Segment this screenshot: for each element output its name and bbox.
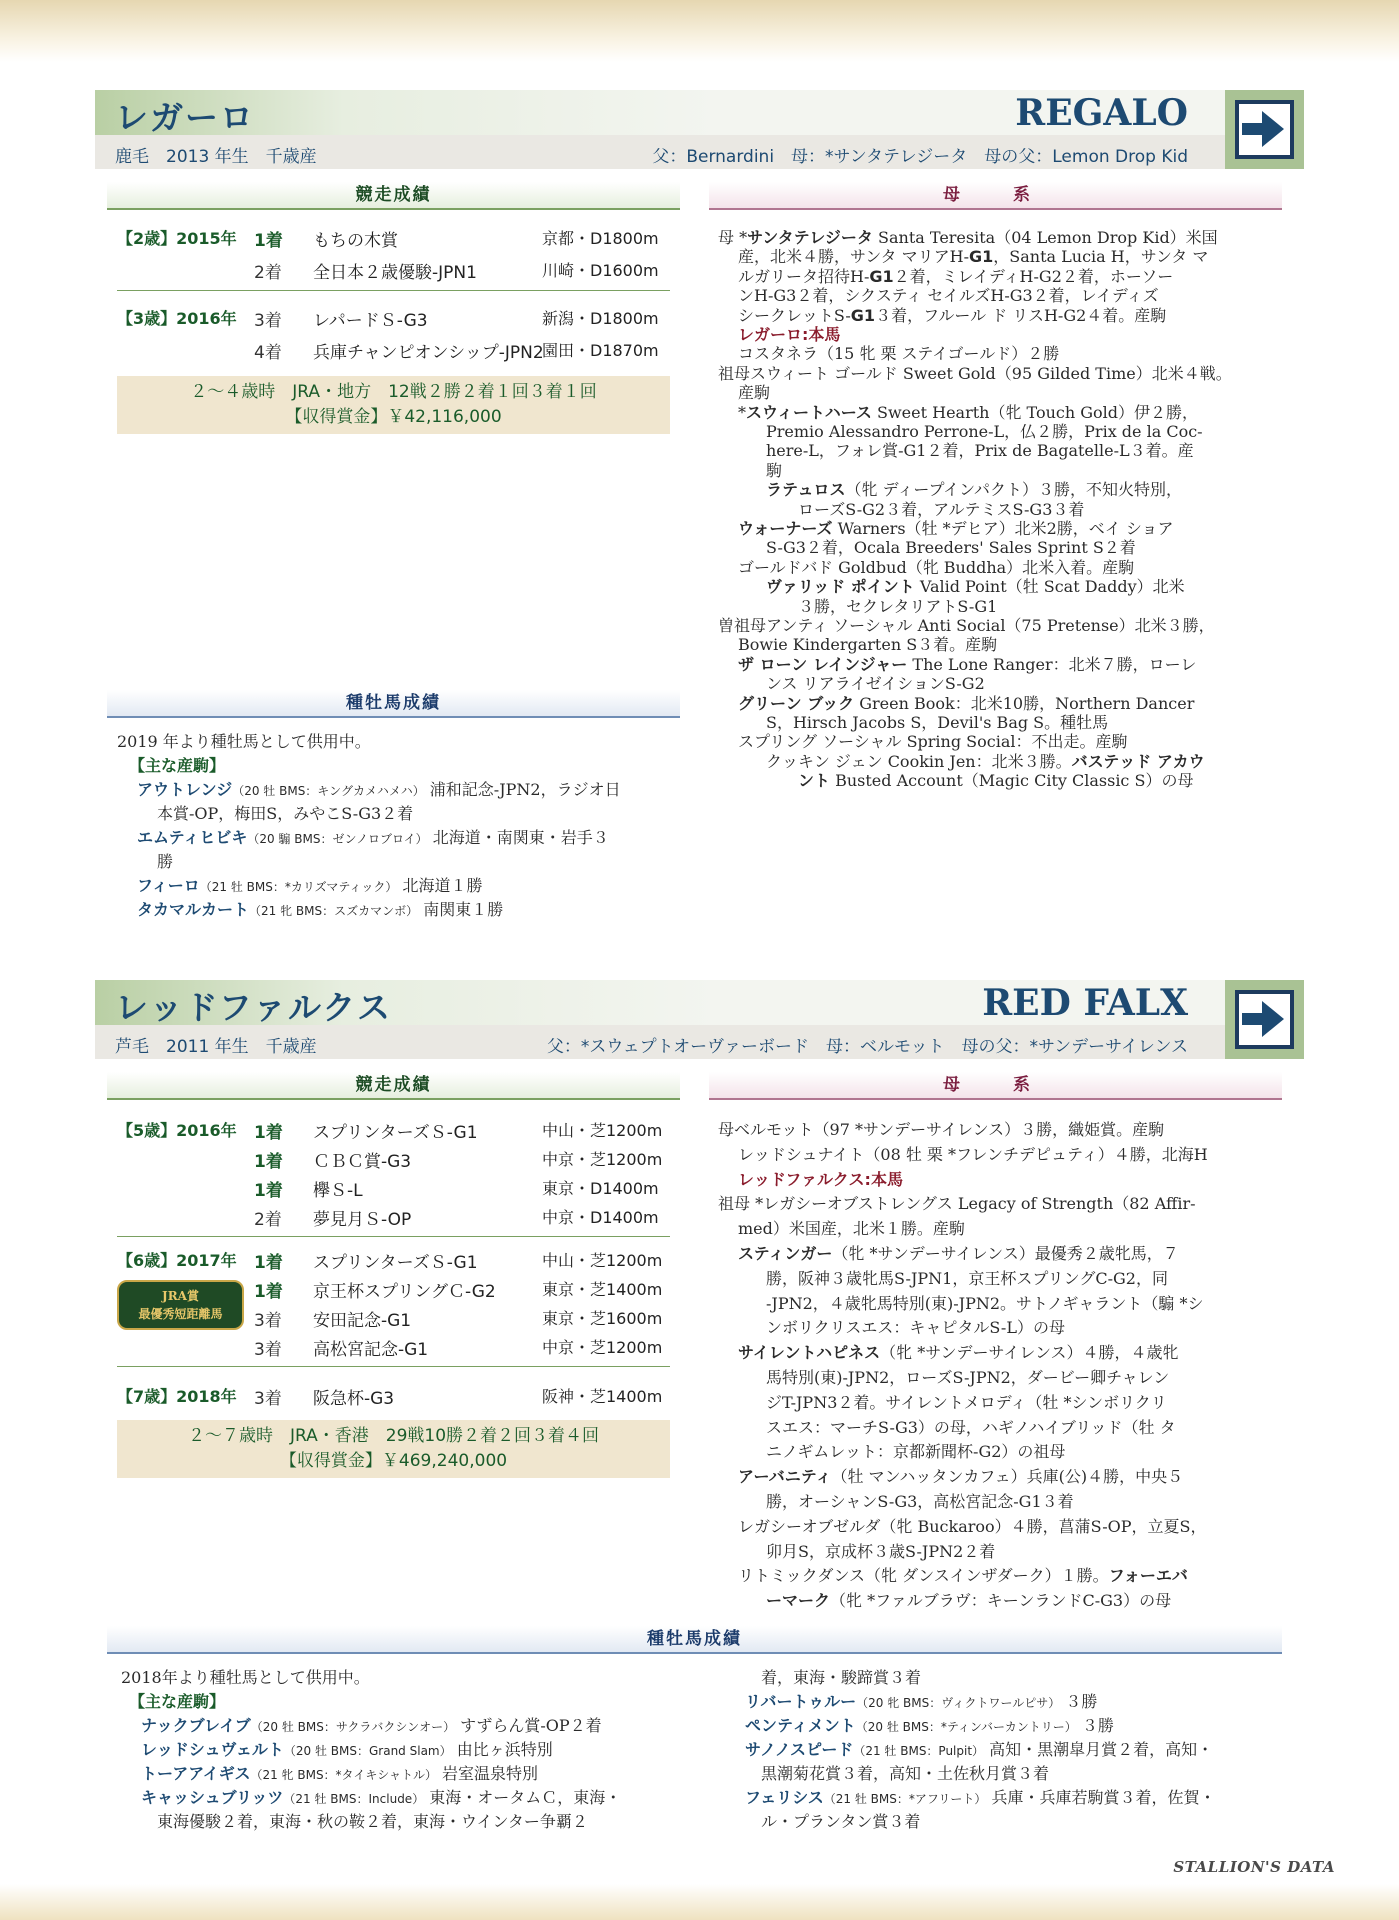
- body-text: 祖母 *レガシーオブストレングス Legacy of Strength（82 Affir-: [718, 1194, 1196, 1214]
- emphasis-text: G1: [969, 247, 994, 267]
- race-row: 【7歳】2018年 3着 阪急杯-G3 阪神・芝1400m: [117, 1387, 663, 1409]
- race-row: 2着 全日本２歳優駿-JPN1 川崎・D1600m: [254, 261, 659, 283]
- progeny-result: 北海道１勝: [397, 876, 483, 895]
- text-line: [718, 1118, 1164, 1142]
- progeny-name: エムティヒビキ: [137, 828, 248, 847]
- race-row: 3着 安田記念-G1 東京・芝1600m: [254, 1309, 663, 1331]
- progeny-name: ナックブレイブ: [141, 1716, 251, 1735]
- body-text: ンス リアライゼイションS-G2: [766, 674, 985, 694]
- body-text: S，Hirsch Jacobs S，Devil's Bag S。種牡馬: [766, 713, 1109, 732]
- progeny-bms: （20 牝 BMS：ヴィクトワールピサ）: [856, 1696, 1061, 1710]
- stud-record-text: [117, 730, 677, 920]
- progeny-bms: （21 牝 BMS：*タイキシャトル）: [250, 1768, 437, 1782]
- body-text: （牝 *サンデーサイレンス）４勝，４歳牝: [880, 1343, 1179, 1363]
- progeny-result: 岩室温泉特別: [436, 1764, 539, 1783]
- body-text: ３勝，セクレタリアトS-G1: [798, 596, 998, 616]
- progeny-line: [157, 850, 173, 875]
- divider: [117, 1366, 670, 1367]
- progeny-result: 由比ヶ浜特別: [451, 1740, 553, 1759]
- body-text: med）米国産，北米１勝。産駒: [738, 1219, 965, 1239]
- progeny-bms: （21 牡 BMS：*カリズマティック）: [199, 880, 398, 894]
- emphasis-text: G1: [869, 266, 894, 286]
- body-text: （牝 ディープインパクト）３勝，不知火特別，: [845, 480, 1182, 500]
- text-line: [766, 1267, 1168, 1291]
- body-text: Green Book：北米10勝，Northern Dancer: [854, 693, 1195, 713]
- progeny-bms: （20 騸 BMS：ゼンノロブロイ）: [247, 832, 428, 846]
- horse-name-en: REGALO: [1015, 92, 1188, 134]
- body-text: （牝 *ファルブラヴ：キーンランドC-G3）の母: [830, 1591, 1172, 1611]
- progeny-result: 東海優駿２着，東海・秋の鞍２着，東海・ウインター争覇２: [157, 1812, 588, 1831]
- progeny-line: [745, 1714, 1114, 1739]
- badge-award: 最優秀短距離馬: [138, 1307, 223, 1321]
- progeny-line: [141, 1714, 602, 1739]
- progeny-result: 東海・オータムＣ，東海・: [424, 1788, 622, 1807]
- emphasis-text: グリーン ブック: [738, 693, 855, 713]
- text-line: [766, 1589, 1171, 1613]
- badge-title: JRA賞: [162, 1289, 199, 1303]
- summary-earnings: 【収得賞金】￥469,240,000: [279, 1451, 508, 1471]
- body-text: ３着，フルール ド リスH-G2４着。産駒: [875, 305, 1167, 325]
- body-text: 駒: [766, 460, 783, 480]
- body-text: Premio Alessandro Perrone-L，仏２勝，Prix de la Coc-: [766, 422, 1203, 441]
- arrow-right-icon: [1234, 989, 1295, 1050]
- progeny-result: 着，東海・駿蹄賞３着: [761, 1668, 922, 1687]
- text-line: [738, 1515, 1206, 1539]
- progeny-name: フィーロ: [137, 876, 200, 895]
- progeny-bms: （21 牡 BMS：Pulpit）: [853, 1744, 985, 1758]
- body-text: レッドシュナイト（08 牡 栗 *フレンチデピュティ）４勝，北海H: [738, 1144, 1208, 1164]
- text-line: [738, 1168, 903, 1192]
- emphasis-text: G1: [850, 305, 876, 325]
- summary-record: ２～４歳時 JRA・地方 12戦２勝２着１回３着１回: [190, 382, 597, 402]
- body-text: 勝，阪神３歳牝馬S-JPN1，京王杯スプリングC-G2，同: [766, 1268, 1168, 1288]
- horse-header: [95, 90, 1225, 169]
- stud-progeny-heading: 【主な産駒】: [129, 756, 226, 775]
- progeny-bms: （21 牝 BMS：スズカマンボ）: [249, 904, 419, 918]
- progeny-result: 高知・黒潮皐月賞２着，高知・: [984, 1740, 1214, 1759]
- horse-meta: 鹿毛 2013 年生 千歳産: [115, 147, 317, 167]
- progeny-result: ３勝: [1060, 1692, 1098, 1711]
- body-text: ，Santa Lucia H，サンタ マ: [993, 247, 1209, 267]
- race-summary: [117, 1420, 670, 1478]
- arrow-right-icon: [1234, 99, 1295, 160]
- emphasis-text: ラテュロス: [766, 480, 846, 500]
- body-text: 産駒: [738, 383, 771, 403]
- progeny-bms: （21 牡 BMS：Include）: [283, 1792, 425, 1806]
- jra-award-badge: [117, 1280, 244, 1330]
- body-text: ローズS-G2３着，アルテミスS-G3３着: [798, 499, 1085, 519]
- next-page-button[interactable]: [1225, 980, 1304, 1059]
- horse-meta: 芦毛 2011 年生 千歳産: [115, 1037, 317, 1057]
- race-row: 4着 兵庫チャンピオンシップ-JPN2 園田・D1870m: [254, 341, 659, 363]
- body-text: Warners（牡 *デヒア）北米2勝，ベイ ショア: [832, 519, 1174, 538]
- race-record-table: [117, 226, 670, 396]
- horse-section-regalo: [0, 90, 1399, 930]
- bottom-decor-band: [0, 1884, 1399, 1920]
- body-text: Busted Account（Magic City Classic S）の母: [830, 771, 1194, 791]
- progeny-line: [761, 1810, 920, 1835]
- progeny-line: [157, 802, 413, 827]
- race-record-heading: 競走成績: [107, 182, 680, 210]
- body-text: シークレットS-: [738, 305, 851, 325]
- text-line: [718, 1192, 1196, 1216]
- body-text: 産，北米４勝，サンタ マリアH-: [738, 247, 970, 267]
- progeny-line: [761, 1666, 921, 1691]
- body-text: スプリング ソーシャル Spring Social：不出走。産駒: [738, 732, 1128, 752]
- divider: [117, 290, 670, 291]
- progeny-bms: （20 牡 BMS：キングカメハメハ）: [232, 784, 425, 798]
- summary-earnings: 【収得賞金】￥42,116,000: [285, 407, 502, 427]
- progeny-result: ３勝: [1076, 1716, 1114, 1735]
- body-text: レガシーオブゼルダ（牝 Buckaroo）４勝，菖蒲S-OP，立夏S，: [738, 1516, 1207, 1536]
- progeny-name: トーアアイギス: [141, 1764, 251, 1783]
- emphasis-text: ウォーナーズ: [738, 519, 833, 538]
- dam-line-heading: 母 系: [709, 1072, 1282, 1100]
- body-text: *: [738, 402, 746, 422]
- body-text: ルガリータ招待H-: [738, 266, 870, 286]
- stud-record-text: [121, 1666, 1271, 1836]
- body-text: ニノギムレット：京都新聞杯-G2）の祖母: [766, 1442, 1066, 1462]
- text-line: [738, 1341, 1178, 1365]
- progeny-bms: （20 牡 BMS：サクラバクシンオー）: [250, 1720, 456, 1734]
- body-text: 勝，オーシャンS-G3，高松宮記念-G1３着: [766, 1492, 1074, 1511]
- dam-line-text: [718, 1118, 1278, 1611]
- progeny-name: サノノスピード: [745, 1740, 854, 1759]
- emphasis-text: レガーロ:本馬: [738, 325, 841, 344]
- emphasis-text: サンタテレジータ: [747, 228, 873, 247]
- stud-progeny-heading: 【主な産駒】: [129, 1692, 226, 1711]
- text-line: [766, 1416, 1176, 1440]
- stud-record-heading: 種牡馬成績: [107, 1626, 1282, 1654]
- emphasis-text: レッドファルクス:本馬: [738, 1169, 903, 1189]
- race-row: 3着 高松宮記念-G1 中京・芝1200m: [254, 1338, 663, 1360]
- text-line: [798, 769, 1193, 793]
- progeny-line: [745, 1690, 1097, 1715]
- progeny-result: 兵庫・兵庫若駒賞３着，佐賀・: [986, 1788, 1216, 1807]
- body-text: 曽祖母アンティ ソーシャル Anti Social（75 Pretense）北米３勝，: [718, 616, 1215, 635]
- body-text: The Lone Ranger：北米７勝，ローレ: [907, 654, 1197, 674]
- progeny-line: [137, 826, 609, 851]
- text-line: [766, 1440, 1065, 1464]
- progeny-line: [745, 1786, 1215, 1811]
- body-text: Santa Teresita（04 Lemon Drop Kid）米国: [872, 228, 1218, 247]
- progeny-name: フェリシス: [745, 1788, 824, 1807]
- next-page-button[interactable]: [1225, 90, 1304, 169]
- progeny-line: [157, 1810, 588, 1835]
- body-text: Bowie Kindergarten S３着。産駒: [738, 635, 998, 655]
- body-text: スエス：マーチS-G3）の母，ハギノハイブリッド（牡 タ: [766, 1417, 1176, 1437]
- text-line: [766, 1490, 1074, 1514]
- text-line: [766, 1366, 1169, 1390]
- horse-pedigree: 父：*スウェプトオーヴァーボード 母：ベルモット 母の父：*サンデーサイレンス: [546, 1037, 1188, 1057]
- horse-name-jp: レッドファルクス: [115, 988, 393, 1027]
- stud-intro: 2019 年より種牡馬として供用中。: [117, 732, 371, 751]
- body-text: here-L，フォレ賞-G1２着，Prix de Bagatelle-L３着。産: [766, 441, 1194, 461]
- body-text: ジT-JPN3２着。サイレントメロディ（牡 *シンボリクリ: [766, 1392, 1167, 1412]
- emphasis-text: フォーエバ: [1108, 1566, 1188, 1586]
- body-text: ゴールドバド Goldbud（牝 Buddha）北米入着。産駒: [738, 557, 1135, 577]
- emphasis-text: スウィートハース: [746, 402, 872, 422]
- progeny-result: 黒潮菊花賞３着，高知・土佐秋月賞３着: [761, 1764, 1050, 1783]
- race-summary: [117, 376, 670, 434]
- body-text: コスタネラ（15 牝 栗 ステイゴールド）２勝: [738, 344, 1060, 364]
- progeny-bms: （20 牡 BMS：*ティンバーカントリー）: [855, 1720, 1077, 1734]
- body-text: -JPN2，４歳牝馬特別(東)-JPN2。サトノギャラント（騸 *シ: [766, 1293, 1204, 1313]
- text-line: [718, 362, 1232, 386]
- progeny-result: 北海道・南関東・岩手３: [427, 828, 609, 847]
- emphasis-text: アーバニティ: [738, 1467, 832, 1487]
- race-row: 1着 ＣＢＣ賞-G3 中京・芝1200m: [254, 1150, 663, 1172]
- body-text: 卯月S，京成杯３歳S-JPN2２着: [766, 1541, 996, 1561]
- text-line: [738, 1217, 965, 1241]
- horse-header: [95, 980, 1225, 1059]
- progeny-line: [141, 1738, 553, 1763]
- progeny-bms: （20 牡 BMS：Grand Slam）: [283, 1744, 452, 1758]
- body-text: Valid Point（牡 Scat Daddy）北米: [914, 577, 1185, 597]
- stud-record-heading: 種牡馬成績: [107, 690, 680, 718]
- progeny-line: [137, 898, 503, 923]
- progeny-name: レッドシュヴェルト: [141, 1740, 284, 1759]
- progeny-result: 勝: [157, 852, 174, 871]
- horse-pedigree: 父：Bernardini 母：*サンタテレジータ 母の父：Lemon Drop Kid: [652, 147, 1188, 167]
- progeny-name: キャッシュブリッツ: [141, 1788, 284, 1807]
- text-line: [738, 1465, 1183, 1489]
- race-record-heading: 競走成績: [107, 1072, 680, 1100]
- body-text: 馬特別(東)-JPN2，ローズS-JPN2，ダービー卿チャレン: [766, 1368, 1170, 1387]
- body-text: 母 *: [718, 228, 748, 247]
- emphasis-text: ザ ローン レインジャー: [738, 654, 908, 674]
- body-text: （牡 マンハッタンカフェ）兵庫(公)４勝，中央５: [831, 1467, 1184, 1487]
- body-text: クッキン ジェン Cookin Jen：北米３勝。: [766, 751, 1072, 771]
- progeny-result: 南関東１勝: [418, 900, 504, 919]
- body-text: 母ベルモット（97 *サンデーサイレンス）３勝，織姫賞。産駒: [718, 1120, 1165, 1139]
- text-line: [766, 439, 1194, 463]
- progeny-line: [141, 1762, 538, 1787]
- emphasis-text: バステッド アカウ: [1071, 751, 1205, 771]
- race-row: 【3歳】2016年 3着 レパードＳ-G3 新潟・D1800m: [117, 309, 659, 331]
- body-text: （牝 *サンデーサイレンス）最優秀２歳牝馬，７: [832, 1244, 1179, 1263]
- progeny-result: 本賞-OP，梅田S，みやこS-G3２着: [157, 804, 414, 823]
- dam-line-heading: 母 系: [709, 182, 1282, 210]
- text-line: [738, 1564, 1188, 1588]
- text-line: [766, 1540, 995, 1564]
- progeny-result: ル・プランタン賞３着: [761, 1812, 921, 1831]
- text-line: [738, 1242, 1179, 1266]
- body-text: ンボリクリスエス：キャピタルS-L）の母: [766, 1318, 1065, 1338]
- text-line: [766, 1316, 1065, 1340]
- progeny-bms: （21 牡 BMS：*アフリート）: [823, 1792, 987, 1806]
- top-decor-band: [0, 0, 1399, 62]
- race-row: 【5歳】2016年 1着 スプリンターズＳ-G1 中山・芝1200m: [117, 1121, 663, 1143]
- body-text: ２着，ミレイディH-G2２着，ホーソー: [893, 266, 1174, 286]
- body-text: S-G3２着，Ocala Breeders' Sales Sprint S２着: [766, 538, 1136, 558]
- body-text: Sweet Hearth（牝 Touch Gold）伊２勝，: [871, 402, 1199, 422]
- progeny-result: 浦和記念-JPN2，ラジオ日: [424, 780, 621, 799]
- text-line: [766, 1292, 1204, 1316]
- emphasis-text: ヴァリッド ポイント: [766, 577, 915, 597]
- progeny-line: [761, 1762, 1049, 1787]
- progeny-name: タカマルカート: [137, 900, 250, 919]
- race-row: 1着 欅Ｓ-L 東京・D1400m: [254, 1179, 659, 1201]
- race-row: 1着 京王杯スプリングＣ-G2 東京・芝1400m: [254, 1280, 663, 1302]
- text-line: [766, 1391, 1167, 1415]
- horse-section-red-falx: [0, 980, 1399, 1860]
- horse-name-jp: レガーロ: [115, 98, 255, 137]
- progeny-name: リバートゥルー: [745, 1692, 857, 1711]
- dam-line-text: [718, 226, 1278, 926]
- body-text: リトミックダンス（牝 ダンスインザダーク）１勝。: [738, 1566, 1109, 1586]
- race-row: 2着 夢見月Ｓ-OP 中京・D1400m: [254, 1208, 659, 1230]
- emphasis-text: ント: [798, 771, 831, 791]
- progeny-line: [137, 874, 483, 899]
- race-row: 【6歳】2017年 1着 スプリンターズＳ-G1 中山・芝1200m: [117, 1251, 663, 1273]
- body-text: 祖母スウィート ゴールド Sweet Gold（95 Gilded Time）北米４戦。: [718, 363, 1232, 383]
- body-text: ンH-G3２着，シクスティ セイルズH-G3２着，レイディズ: [738, 286, 1159, 306]
- text-line: [738, 1143, 1208, 1167]
- progeny-name: ペンティメント: [745, 1716, 856, 1735]
- emphasis-text: ーマーク: [766, 1591, 831, 1611]
- horse-name-en: RED FALX: [982, 982, 1188, 1024]
- progeny-name: アウトレンジ: [137, 780, 233, 799]
- stud-intro: 2018年より種牡馬として供用中。: [121, 1668, 370, 1687]
- emphasis-text: サイレントハピネス: [738, 1343, 881, 1363]
- emphasis-text: スティンガー: [738, 1244, 833, 1263]
- summary-record: ２～７歳時 JRA・香港 29戦10勝２着２回３着４回: [187, 1426, 600, 1446]
- progeny-result: すずらん賞-OP２着: [455, 1716, 602, 1735]
- progeny-line: [745, 1738, 1213, 1763]
- race-row: 【2歳】2015年 1着 もちの木賞 京都・D1800m: [117, 229, 659, 251]
- footer-label: STALLION'S DATA: [1173, 1858, 1335, 1876]
- divider: [117, 1236, 670, 1237]
- progeny-line: [141, 1786, 621, 1811]
- progeny-line: [137, 778, 621, 803]
- race-record-table: [117, 1118, 670, 1378]
